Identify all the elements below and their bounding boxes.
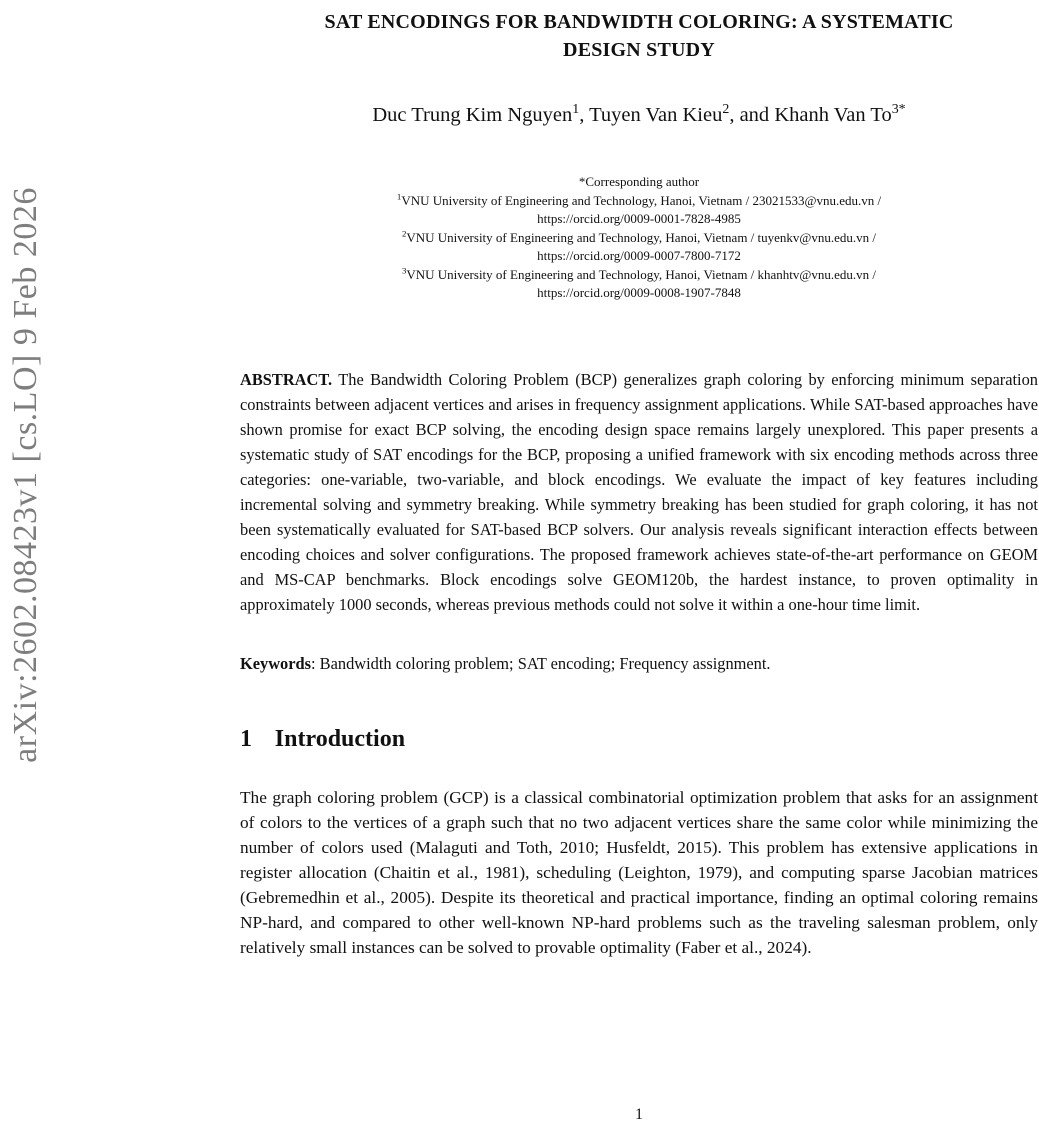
author-name: Duc Trung Kim Nguyen: [372, 104, 573, 126]
author-name: Tuyen Van Kieu: [589, 104, 723, 126]
author-line: [240, 104, 1038, 127]
affiliation-text: VNU University of Engineering and Technology, Hanoi, Vietnam / tuyenkv@vnu.edu.vn /: [406, 229, 877, 245]
orcid-url: https://orcid.org/0009-0008-1907-7848: [537, 285, 741, 300]
orcid-url: https://orcid.org/0009-0007-7800-7172: [537, 248, 741, 263]
page-number: 1: [635, 1106, 643, 1123]
orcid-url: https://orcid.org/0009-0001-7828-4985: [537, 211, 741, 226]
affiliation-block: [240, 173, 1038, 303]
affiliation-1: [240, 192, 1038, 229]
keywords-label: Keywords: [240, 653, 312, 673]
keywords: [240, 651, 1038, 676]
author-name: Khanh Van To: [774, 104, 892, 126]
corresponding-author-note: *Corresponding author: [578, 174, 700, 189]
affiliation-superscript: 3: [401, 265, 407, 276]
author-separator: ,: [579, 104, 590, 126]
author-superscript: 1: [572, 102, 580, 118]
abstract: [240, 367, 1038, 617]
paper-page: [240, 0, 1038, 960]
keywords-text: : Bandwidth coloring problem; SAT encoding; Frequency assignment.: [311, 653, 771, 673]
paper-title-line1: SAT ENCODINGS FOR BANDWIDTH COLORING: A SYSTEMATIC: [324, 11, 954, 33]
abstract-text: The Bandwidth Coloring Problem (BCP) generalizes graph coloring by enforcing minimum separation constraints between adjacent vertices and arises in frequency assignment applications. While SAT-based approaches have shown promise for exact BCP solving, the encoding design space remains largely unexplored. This paper presents a systematic study of SAT encodings for the BCP, proposing a unified framework with six encoding methods across three categories: one-variable, two-variable, and block encodings. We evaluate the impact of key features including incremental solving and symmetry breaking. While symmetry breaking has been studied for graph coloring, it has not been systematically evaluated for SAT-based BCP solvers. Our analysis reveals significant interaction effects between encoding choices and solver configurations. The proposed framework achieves state-of-the-art performance on GEOM and MS-CAP benchmarks. Block encodings solve GEOM120b, the hardest instance, to proven optimality in approximately 1000 seconds, whereas previous methods could not solve it within a one-hour time limit.: [240, 369, 1039, 614]
affiliation-3: [240, 266, 1038, 303]
section-number: 1: [240, 725, 252, 752]
affiliation-2: [240, 229, 1038, 266]
section-title: Introduction: [274, 725, 406, 752]
author-superscript: 3*: [891, 102, 906, 118]
introduction-paragraph: The graph coloring problem (GCP) is a classical combinatorial optimization problem that asks for an assignment of colors to the vertices of a graph such that no two adjacent vertices share the same color while minimizing the number of colors used (Malaguti and Toth, 2010; Husfeldt, 2015). This problem has extensive applications in register allocation (Chaitin et al., 1981), scheduling (Leighton, 1979), and computing sparse Jacobian matrices (Gebremedhin et al., 2005). Despite its theoretical and practical importance, finding an optimal coloring remains NP-hard, and compared to other well-known NP-hard problems such as the traveling salesman problem, only relatively small instances can be solved to provable optimality (Faber et al., 2024).: [240, 787, 1038, 957]
paper-title-line2: DESIGN STUDY: [563, 39, 715, 61]
author-superscript: 2: [722, 102, 730, 118]
arxiv-watermark: arXiv:2602.08423v1 [cs.LO] 9 Feb 2026: [7, 187, 44, 763]
affiliation-superscript: 1: [396, 191, 402, 202]
author-separator: , and: [729, 104, 775, 126]
section-heading-introduction: [240, 726, 1038, 753]
affiliation-text: VNU University of Engineering and Technology, Hanoi, Vietnam / 23021533@vnu.edu.vn /: [401, 192, 882, 208]
paper-title: [240, 8, 1038, 64]
abstract-label: ABSTRACT.: [240, 369, 333, 389]
affiliation-superscript: 2: [401, 228, 407, 239]
affiliation-text: VNU University of Engineering and Technology, Hanoi, Vietnam / khanhtv@vnu.edu.vn /: [406, 266, 877, 282]
